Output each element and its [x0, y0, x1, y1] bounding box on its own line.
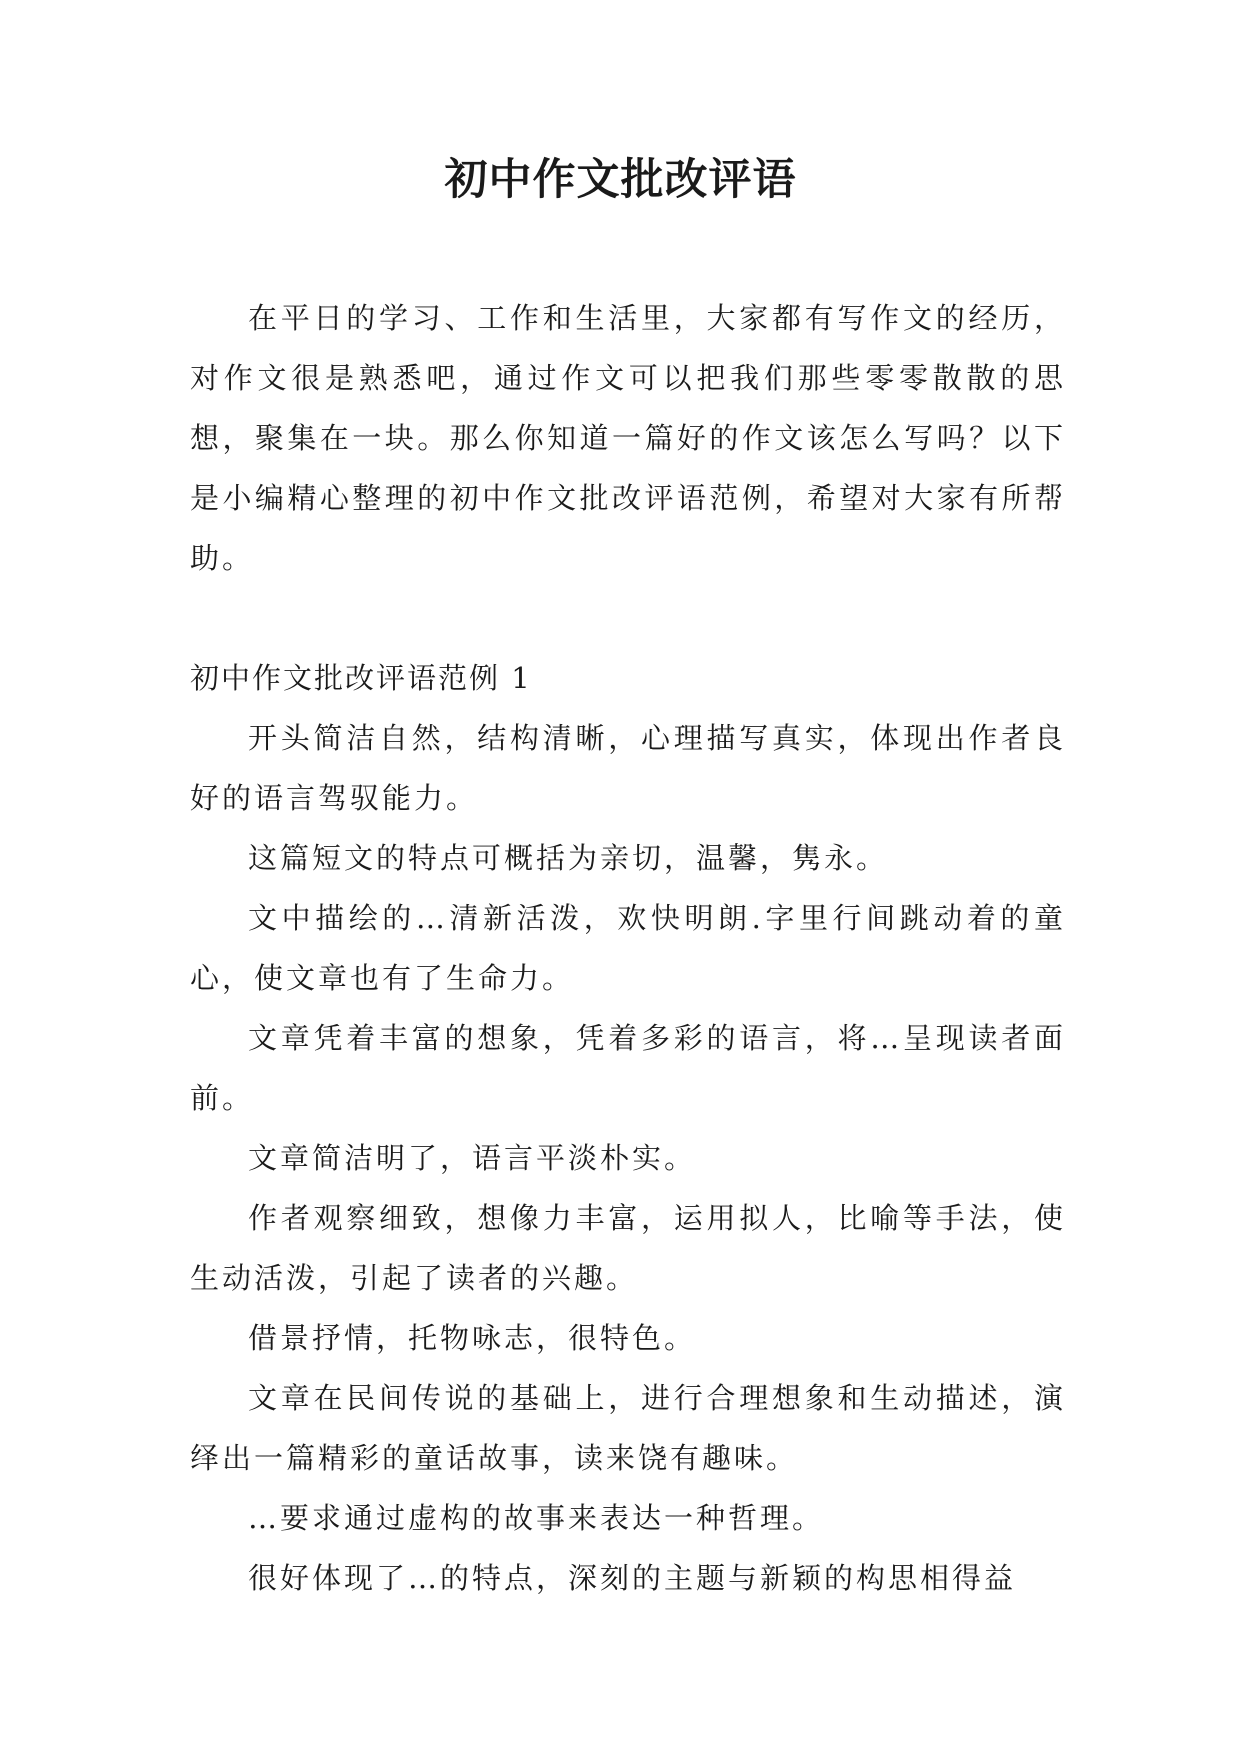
section-heading: 初中作文批改评语范例 1 [190, 661, 532, 695]
comment-paragraph: 文中描绘的…清新活泼，欢快明朗.字里行间跳动着的童心，使文章也有了生命力。 [190, 901, 1066, 995]
comment-paragraph: 很好体现了…的特点，深刻的主题与新颖的构思相得益 [248, 1561, 1017, 1595]
comment-paragraph: 开头简洁自然，结构清晰，心理描写真实，体现出作者良好的语言驾驭能力。 [190, 721, 1066, 815]
comment-paragraph: 文章在民间传说的基础上，进行合理想象和生动描述，演绎出一篇精彩的童话故事，读来饶有趣味。 [190, 1381, 1066, 1475]
comment-paragraph: 文章凭着丰富的想象，凭着多彩的语言，将…呈现读者面前。 [190, 1021, 1066, 1115]
document-title: 初中作文批改评语 [444, 155, 797, 205]
comment-paragraph: 这篇短文的特点可概括为亲切，温馨，隽永。 [248, 841, 889, 875]
document-body [190, 288, 1066, 1608]
comment-paragraph: 作者观察细致，想像力丰富，运用拟人，比喻等手法，使生动活泼，引起了读者的兴趣。 [190, 1201, 1066, 1295]
comment-paragraph: 文章简洁明了，语言平淡朴实。 [248, 1141, 697, 1175]
comment-paragraph: …要求通过虚构的故事来表达一种哲理。 [248, 1501, 825, 1535]
intro-paragraph: 在平日的学习、工作和生活里，大家都有写作文的经历，对作文很是熟悉吧，通过作文可以把我们那些零零散散的思想，聚集在一块。那么你知道一篇好的作文该怎么写吗？以下是小编精心整理的初中作文批改评语范例，希望对大家有所帮助。 [190, 301, 1066, 575]
comment-paragraph: 借景抒情，托物咏志，很特色。 [248, 1321, 697, 1355]
